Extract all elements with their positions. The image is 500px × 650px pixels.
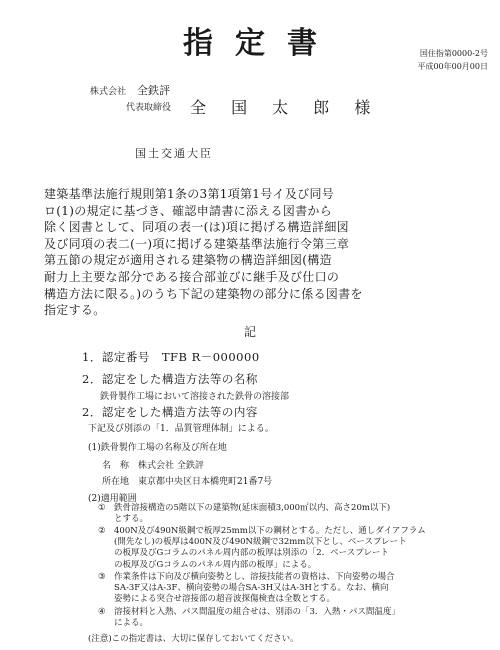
scope-line: 400N及び490N級鋼で板厚25mm以下の鋼材とする。ただし、通しダイアフラム [114, 526, 426, 536]
body-line: 第五節の規定が適用される建築物の構造詳細図(構造 [44, 253, 332, 268]
body-line: 除く図書として、同項の表一(は)項に掲げる構造詳細図 [44, 220, 349, 235]
scope-number: ④ [98, 607, 106, 617]
scope-line: 鉄骨溶接構造の5階以下の建築物(延床面積3,000㎡以内、高さ20m以下) [114, 503, 391, 513]
item-method-name-heading: 2．認定をした構造方法等の名称 [82, 372, 258, 386]
scope-text [114, 526, 426, 571]
body-line: 構造方法に限る。)のうち下記の建築物の部分に係る図書を [44, 286, 363, 301]
body-line: 及び同項の表二(一)項に掲げる建築基準法施行令第三章 [44, 236, 350, 251]
body-line: 指定する。 [44, 303, 106, 318]
scope-line: SA-3F又はA-3F、横向姿勢の場合SA-3H又はA-3Hとする。なお、横向 [114, 583, 389, 594]
recipient-company-label: 株式会社 [90, 87, 127, 97]
scope-line: 溶接材料と入熱、パス間温度の組合せは、別添の「3．入熱・パス間温度」 [114, 607, 400, 617]
ki-heading: 記 [243, 325, 256, 339]
body-paragraph [44, 186, 476, 319]
issuer-name: 国土交通大臣 [135, 147, 213, 160]
item-method-name-text: 鉄骨製作工場において溶接された鉄骨の溶接部 [100, 392, 290, 402]
document-number: 国住指第0000-2号 [419, 49, 488, 58]
factory-heading: (1)鉄骨製作工場の名称及び所在地 [88, 443, 227, 453]
document-title: 指定書 [183, 26, 339, 61]
scope-line: 姿勢による突合せ溶接部の超音波探傷検査は全数とする。 [114, 594, 336, 605]
scope-number: ② [98, 526, 106, 536]
scope-number: ① [98, 503, 106, 513]
document-date: 平成00年00月00日 [417, 62, 488, 71]
notice-text: (注意)この指定書は、大切に保存しておいてください。 [88, 634, 299, 644]
body-line: 耐力上主要な部分である接合部並びに継手及び仕口の [44, 269, 340, 284]
item-certification-number: 1．認定番号 TFB R－000000 [82, 350, 260, 364]
item-method-content-heading: 2．認定をした構造方法等の内容 [82, 405, 258, 419]
recipient-rep-title: 代表取締役 [126, 103, 172, 113]
document-number-block [417, 47, 488, 73]
scope-line: の板厚及びGコラムのパネル周内部の板厚」による。 [114, 559, 317, 570]
scope-text [114, 607, 400, 629]
scope-line: による。 [114, 618, 149, 629]
scope-heading: (2)適用範囲 [88, 494, 137, 504]
recipient-company-name: 全鉄評 [137, 84, 170, 97]
scope-line: 作業条件は下向及び横向姿勢とし、溶接技能者の資格は、下向姿勢の場合 [114, 572, 395, 582]
factory-address: 所在地 東京都中央区日本橋兜町21番7号 [102, 477, 273, 487]
scope-line: の板厚及びGコラムのパネル周内部の板厚は別添の「2．ベースプレート [114, 548, 389, 559]
body-line: ロ(1)の規定に基づき、確認申請書に添える図書から [44, 203, 333, 218]
factory-name: 名 称 株式会社 全鉄評 [102, 461, 204, 471]
scope-line: とする。 [114, 514, 149, 525]
scope-text [114, 572, 395, 606]
item-method-content-text: 下記及び別添の「1．品質管理体制」による。 [88, 424, 274, 434]
scope-number: ③ [98, 572, 106, 582]
recipient-rep-name: 全 国 太 郎 様 [190, 98, 381, 117]
scope-text [114, 503, 390, 525]
body-line: 建築基準法施行規則第1条の3第1項第1号イ及び同号 [44, 187, 335, 201]
scope-line: (開先なし)の板厚は400N及び490N級鋼で32mm以下とし、ベースプレート [114, 537, 407, 548]
